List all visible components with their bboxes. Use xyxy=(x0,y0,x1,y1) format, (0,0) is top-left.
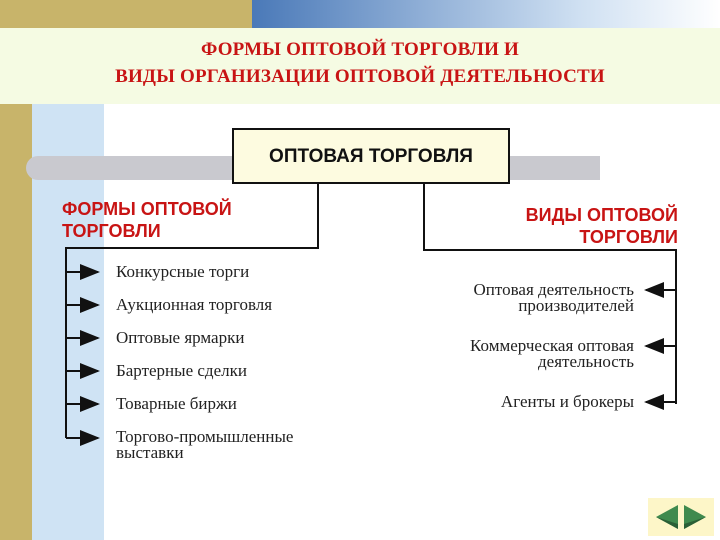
arrow-left-icon[interactable] xyxy=(656,505,678,529)
type-item: Агенты и брокеры xyxy=(500,392,634,411)
slide-title: ФОРМЫ ОПТОВОЙ ТОРГОВЛИ И ВИДЫ ОРГАНИЗАЦИИ ОПТОВОЙ ДЕЯТЕЛЬНОСТИ xyxy=(115,39,605,87)
root-node: ОПТОВАЯ ТОРГОВЛЯ xyxy=(232,128,510,184)
form-item: Конкурсные торги xyxy=(116,262,250,281)
form-item: Торгово-промышленные выставки xyxy=(116,427,294,462)
slide-navigation xyxy=(648,498,714,536)
form-item: Оптовые ярмарки xyxy=(116,328,245,347)
forms-heading: ФОРМЫ ОПТОВОЙ ТОРГОВЛИ xyxy=(62,199,232,241)
types-heading: ВИДЫ ОПТОВОЙ ТОРГОВЛИ xyxy=(525,205,678,247)
form-item: Товарные биржи xyxy=(116,394,237,413)
type-item: Коммерческая оптовая деятельность xyxy=(470,336,634,371)
form-item: Бартерные сделки xyxy=(116,361,247,380)
form-item: Аукционная торговля xyxy=(116,295,273,314)
type-item: Оптовая деятельность производителей xyxy=(473,280,634,315)
arrow-right-icon[interactable] xyxy=(684,505,706,529)
